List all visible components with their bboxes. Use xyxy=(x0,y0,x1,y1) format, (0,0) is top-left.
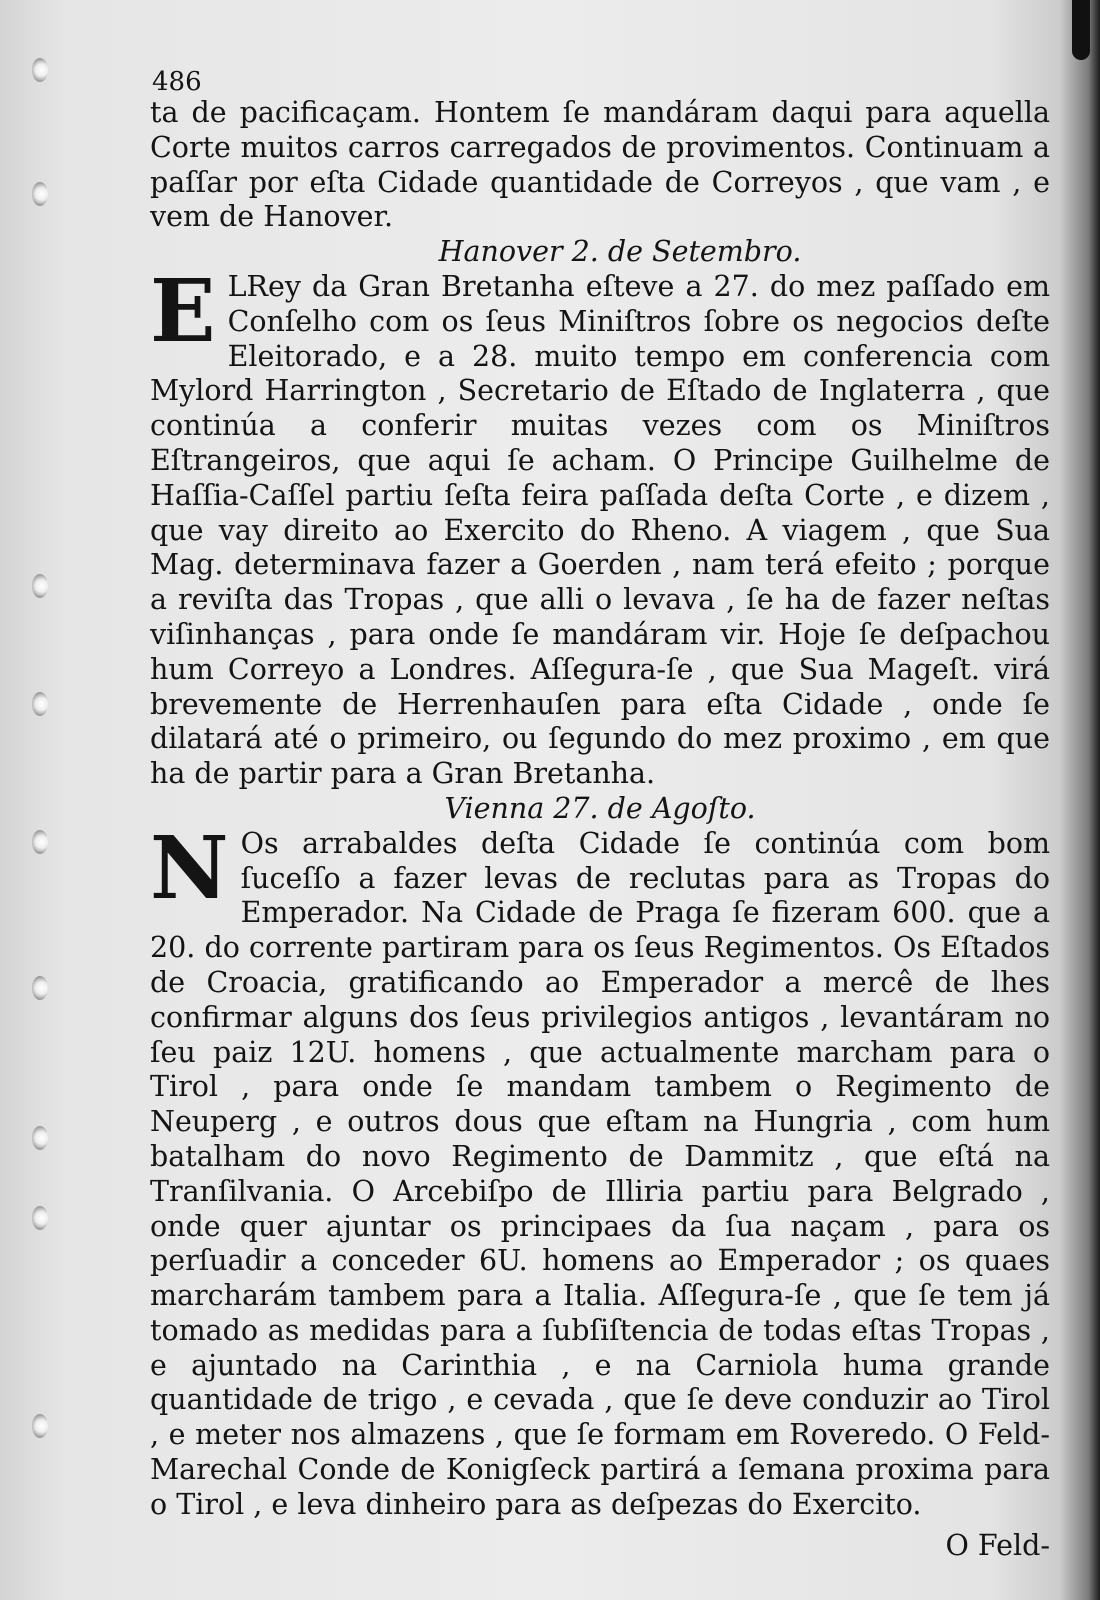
margin-hole xyxy=(32,830,48,854)
margin-hole xyxy=(32,1414,48,1438)
drop-cap: E xyxy=(150,260,216,362)
drop-cap: N xyxy=(150,817,229,919)
margin-hole xyxy=(32,574,48,598)
margin-hole xyxy=(32,182,48,206)
page-edge-shadow xyxy=(1060,0,1100,1600)
article-vienna xyxy=(150,817,1050,1523)
margin-hole xyxy=(32,1206,48,1230)
article-body: Os arrabaldes deſta Cidade ſe continúa com bom ſuceſſo a fazer levas de reclutas para as Tropas do Emperador. Na Cidade de Praga ſe fizeram 600. que a 20. do corrente partiram para os ſeus Regimentos. Os Eſtados de Croacia, gratificando ao Emperador a mercê de lhes confirmar alguns dos ſeus privilegios antigos , levantáram no ſeu paiz 12U. homens , que actualmente marcham para o Tirol , para onde ſe mandam tambem o Regimento de Neuperg , e outros dous que eſtam na Hungria , com hum batalham do novo Regimento de Dammitz , que eſtá na Tranſilvania. O Arcebiſpo de Illiria partiu para Belgrado , onde quer ajuntar os principaes da ſua naçam , para os perſuadir a conceder 6U. homens ao Emperador ; os quaes marcharám tambem para a Italia. Aſſegura-ſe , que ſe tem já tomado as medidas para a ſubſiſtencia de todas eſtas Tropas , e ajuntado na Carinthia , e na Carniola huma grande quantidade de trigo , e cevada , que ſe deve conduzir ao Tirol , e meter nos almazens , que ſe formam em Roveredo. O Feld-Marechal Conde de Konigſeck partirá a ſemana proxima para o Tirol , e leva dinheiro para as deſpezas do Exercito. xyxy=(150,826,1050,1521)
newspaper-text xyxy=(150,68,1050,1563)
margin-hole xyxy=(32,692,48,716)
margin-hole xyxy=(32,976,48,1000)
article-hanover xyxy=(150,260,1050,792)
article-body: LRey da Gran Bretanha eſteve a 27. do mez paſſado em Conſelho com os ſeus Miniſtros ſobre os negocios deſte Eleitorado, e a 28. muito tempo em conferencia com Mylord Harrington , Secretario de Eſtado de Inglaterra , que continúa a conferir muitas vezes com os Miniſtros Eſtrangeiros, que aqui ſe acham. O Principe Guilhelme de Haſſia-Caſſel partiu ſeſta feira paſſada deſta Corte , e dizem , que vay direito ao Exercito do Rheno. A viagem , que Sua Mag. determinava fazer a Goerden , nam terá efeito ; porque a reviſta das Tropas , que alli o levava , ſe ha de fazer neſtas viſinhanças , para onde ſe mandáram vir. Hoje ſe deſpachou hum Correyo a Londres. Aſſegura-ſe , que Sua Mageſt. virá brevemente de Herrenhauſen para eſta Cidade , onde ſe dilatará até o primeiro, ou ſegundo do mez proximo , em que ha de partir para a Gran Bretanha. xyxy=(150,269,1050,791)
margin-hole xyxy=(32,1126,48,1150)
binding-mark xyxy=(1072,0,1090,60)
margin-hole xyxy=(32,58,48,82)
dateline-vienna: Vienna 27. de Agoſto. xyxy=(444,791,756,825)
page-number: 486 xyxy=(152,67,202,97)
dateline-hanover: Hanover 2. de Setembro. xyxy=(438,235,802,269)
opening-paragraph: ta de pacificaçam. Hontem ſe mandáram daqui para aquella Corte muitos carros carregados de provimentos. Continuam a paſſar por eſta Cidade quantidade de Correyos , que vam , e vem de Hanover. xyxy=(150,96,1050,234)
catchword: O Feld- xyxy=(945,1528,1050,1562)
